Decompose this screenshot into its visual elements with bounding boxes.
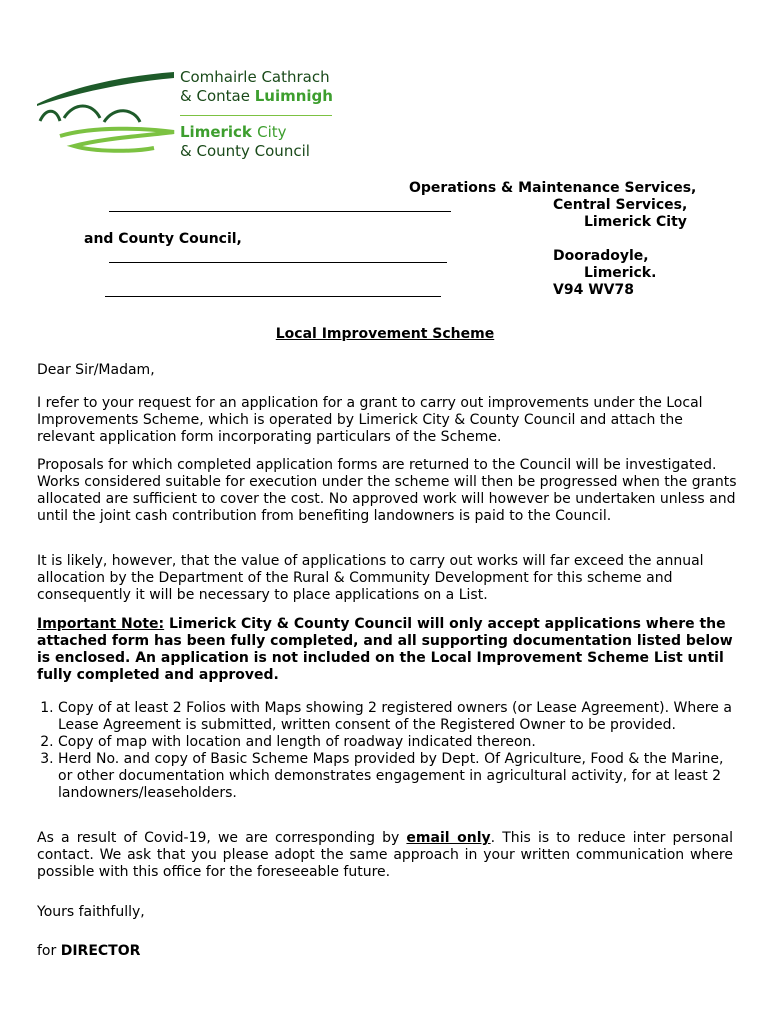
logo-irish-line1: Comhairle Cathrach [180, 68, 330, 86]
logo-irish-line2 [180, 87, 340, 106]
address-line5: Dooradoyle, [553, 248, 649, 264]
address-line1: Operations & Maintenance Services, [409, 180, 697, 196]
paragraph-allocation: It is likely, however, that the value of applications to carry out works will far exceed the annual allocation by the Department of the Rural & Community Development for this scheme and consequently it will be necessary to place applications on a List. [37, 553, 704, 603]
document-title: Local Improvement Scheme [275, 326, 495, 342]
closing: Yours faithfully, [37, 904, 145, 920]
blank-line-3 [105, 296, 441, 297]
salutation: Dear Sir/Madam, [37, 362, 155, 378]
list-item: 3. Herd No. and copy of Basic Scheme Maps provided by Dept. Of Agriculture, Food & the Marine, or other documentation which demonstrates engagement in agricultural activity, for at least 2 landowners/leaseholders. [58, 751, 737, 802]
logo-graphic [34, 66, 179, 161]
signoff-name: DIRECTOR [60, 943, 141, 959]
list-item: 1. Copy of at least 2 Folios with Maps showing 2 registered owners (or Lease Agreement). Where a Lease Agreement is submitted, written consent of the Registered Owner to be provided. [58, 700, 737, 734]
covid-before: As a result of Covid-19, we are corresponding by [37, 830, 407, 846]
requirements-list [12, 700, 737, 802]
paragraph-covid [37, 830, 733, 881]
logo-irish-name [180, 68, 340, 106]
covid-after: . This is to reduce inter personal contact. We ask that you please adopt the same approach in your written communication where possible with this office for the foreseeable future. [37, 830, 734, 880]
council-logo [34, 66, 334, 166]
address-line2: Central Services, [553, 197, 688, 213]
paragraph-intro: I refer to your request for an application for a grant to carry out improvements under the Local Improvements Scheme, which is operated by Limerick City & County Council and attach the relevant application form incorporating particulars of the Scheme. [37, 395, 703, 445]
blank-line-1 [109, 211, 451, 212]
paragraph-proposals: Proposals for which completed application forms are returned to the Council will be investigated. Works considered suitable for execution under the scheme will then be progressed when the grants allocated are sufficient to cover the cost. No approved work will however be undertaken unless and until the joint cash contribution from benefiting landowners is paid to the Council. [37, 457, 737, 524]
address-line4: and County Council, [84, 231, 242, 247]
blank-line-2 [109, 262, 447, 263]
logo-irish-line2a: & Contae [180, 87, 255, 105]
logo-english-line1 [180, 123, 340, 142]
important-note [37, 616, 737, 684]
address-line6: Limerick. [584, 265, 657, 281]
signoff-prefix: for [37, 943, 61, 959]
logo-english-line2: & County Council [180, 142, 310, 160]
important-label: Important Note: [37, 616, 165, 632]
logo-english-line1a: Limerick [180, 123, 258, 141]
logo-english-line1b: City [257, 123, 287, 141]
list-item: 2. Copy of map with location and length of roadway indicated thereon. [58, 734, 737, 751]
signoff [37, 943, 140, 960]
logo-english-name [180, 123, 340, 161]
important-text: Limerick City & County Council will only accept applications where the attached form has been fully completed, and all supporting documentation listed below is enclosed. An application is not included on the Local Improvement Scheme List until fully completed and approved. [37, 616, 733, 683]
address-line7: V94 WV78 [553, 282, 634, 298]
logo-divider [180, 115, 332, 116]
covid-email-only: email only [406, 830, 491, 846]
logo-irish-line2b: Luimnigh [254, 87, 333, 105]
address-line3: Limerick City [584, 214, 687, 230]
